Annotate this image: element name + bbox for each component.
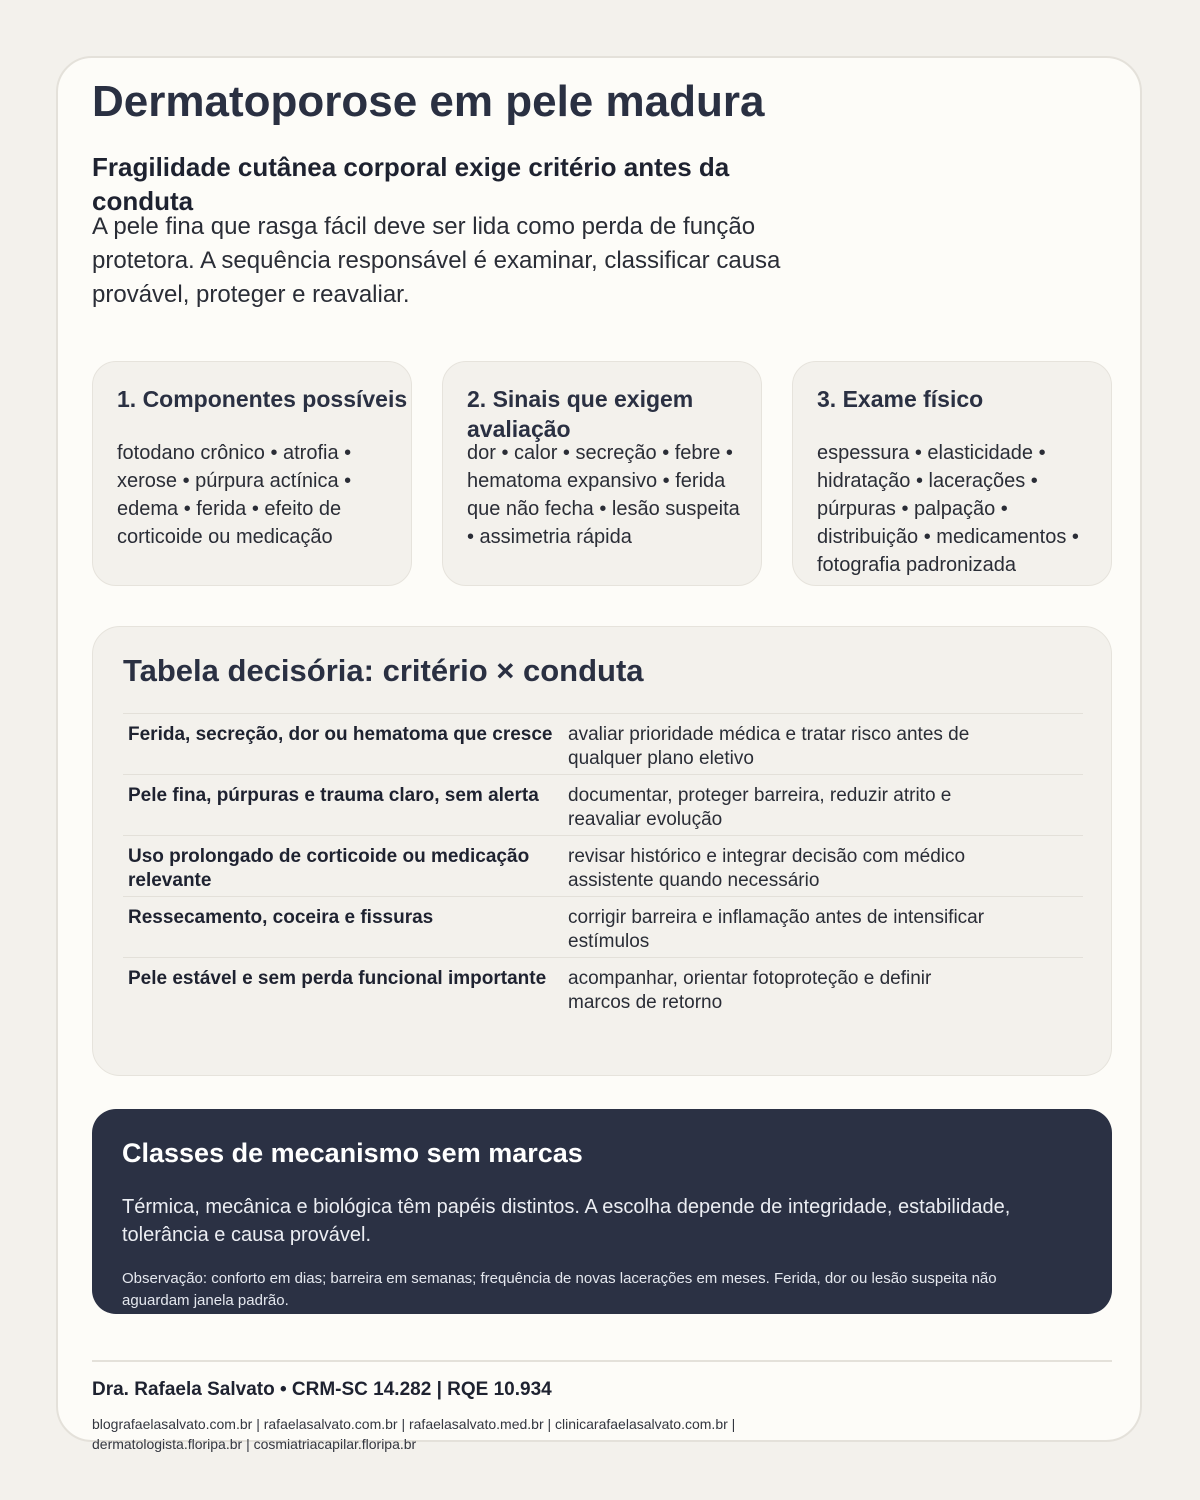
card-sinais [442, 361, 762, 586]
criterion-cell: Pele fina, púrpuras e trauma claro, sem alerta [128, 785, 539, 806]
table-row [123, 957, 1083, 1018]
lead-paragraph: A pele fina que rasga fácil deve ser lida como perda de função protetora. A sequência responsável é examinar, classificar causa provável, proteger e reavaliar. [92, 213, 781, 308]
card-title: 2. Sinais que exigem avaliação [467, 386, 694, 442]
action-cell: acompanhar, orientar fotoproteção e definir marcos de retorno [568, 968, 932, 1013]
criterion-cell: Uso prolongado de corticoide ou medicação relevante [128, 846, 530, 891]
card-body: espessura • elasticidade • hidratação • lacerações • púrpuras • palpação • distribuição • medicamentos • fotografia padronizada [817, 442, 1079, 576]
card-componentes [92, 361, 412, 586]
mechanism-note: Observação: conforto em dias; barreira em semanas; frequência de novas lacerações em meses. Ferida, dor ou lesão suspeita não aguardam janela padrão. [122, 1270, 997, 1309]
criterion-cell: Ferida, secreção, dor ou hematoma que cresce [128, 724, 553, 745]
footer-divider [92, 1360, 1112, 1362]
action-cell: revisar histórico e integrar decisão com médico assistente quando necessário [568, 846, 966, 891]
table-row [123, 835, 1083, 896]
page-title: Dermatoporose em pele madura [92, 77, 765, 126]
page-subtitle: Fragilidade cutânea corporal exige critério antes da conduta [92, 152, 730, 216]
action-cell: avaliar prioridade médica e tratar risco antes de qualquer plano eletivo [568, 724, 970, 769]
action-cell: documentar, proteger barreira, reduzir atrito e reavaliar evolução [568, 785, 952, 830]
card-body: dor • calor • secreção • febre • hematoma expansivo • ferida que não fecha • lesão suspeita • assimetria rápida [467, 442, 740, 548]
table-row [123, 896, 1083, 957]
mechanism-panel [92, 1109, 1112, 1314]
decision-table-card [92, 626, 1112, 1076]
website-links: blografaelasalvato.com.br | rafaelasalvato.com.br | rafaelasalvato.med.br | clinicarafaelasalvato.com.br | dermatologista.floripa.br | cosmiatriacapilar.floripa.br [92, 1416, 736, 1452]
decision-table-title: Tabela decisória: critério × conduta [123, 653, 644, 688]
card-body: fotodano crônico • atrofia • xerose • púrpura actínica • edema • ferida • efeito de corticoide ou medicação [117, 442, 352, 548]
action-cell: corrigir barreira e inflamação antes de intensificar estímulos [568, 907, 985, 952]
criterion-cell: Ressecamento, coceira e fissuras [128, 907, 434, 928]
card-exame [792, 361, 1112, 586]
card-title: 3. Exame físico [817, 386, 984, 412]
criterion-cell: Pele estável e sem perda funcional importante [128, 968, 547, 989]
card-title: 1. Componentes possíveis [117, 386, 408, 412]
decision-table [123, 713, 1083, 1018]
mechanism-body: Térmica, mecânica e biológica têm papéis distintos. A escolha depende de integridade, estabilidade, tolerância e causa provável. [122, 1196, 1011, 1246]
table-row [123, 774, 1083, 835]
table-row [123, 713, 1083, 774]
page-card [56, 56, 1142, 1452]
mechanism-title: Classes de mecanismo sem marcas [122, 1138, 583, 1168]
author-credit: Dra. Rafaela Salvato • CRM-SC 14.282 | RQE 10.934 [92, 1379, 552, 1400]
